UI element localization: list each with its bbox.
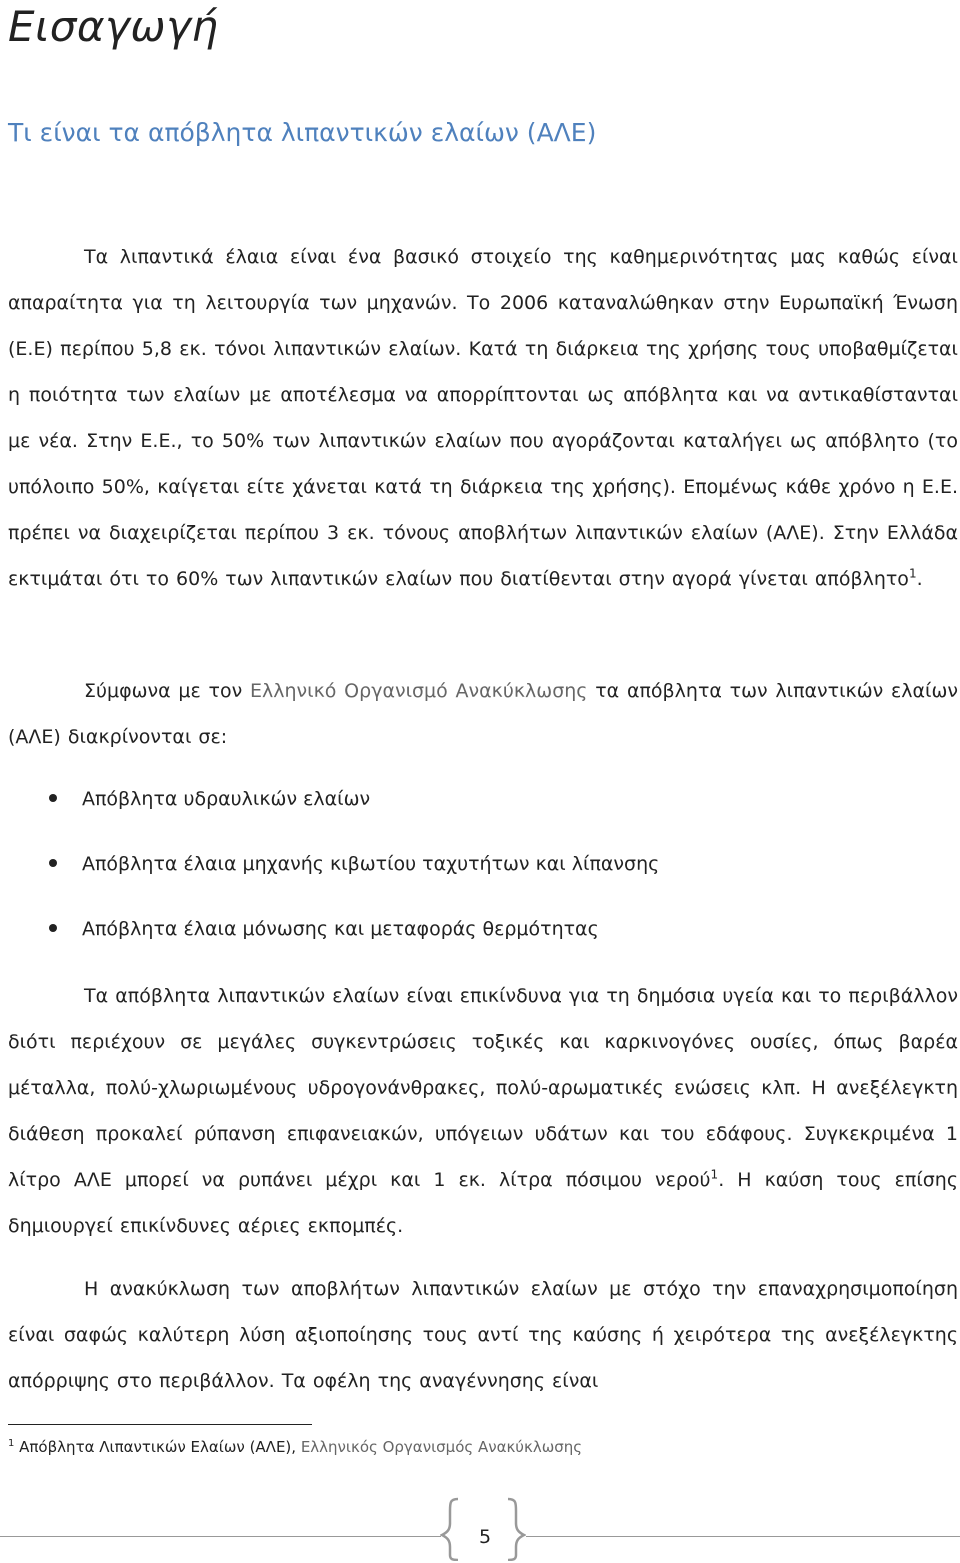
- paragraph-classification: [8, 668, 958, 760]
- footnote-ref: 1: [710, 1167, 719, 1182]
- list-item-label: Απόβλητα έλαια μηχανής κιβωτίου ταχυτήτων και λίπανσης: [82, 853, 660, 875]
- footnote: [8, 1438, 582, 1456]
- footnote-ref: 1: [908, 566, 917, 581]
- org-name: Ελληνικό Οργανισμό Ανακύκλωσης: [250, 680, 588, 702]
- bullet-icon: [49, 859, 57, 867]
- paragraph-hazards-end: . Η καύση τους επίσης δημιουργεί επικίνδυνες αέριες εκπομπές.: [8, 1169, 959, 1237]
- list-item-label: Απόβλητα έλαια μόνωσης και μεταφοράς θερμότητας: [82, 918, 599, 940]
- footnote-divider: [8, 1424, 312, 1425]
- list-item: [0, 906, 950, 971]
- list-item: [0, 776, 950, 841]
- footer-rule-right: [526, 1536, 960, 1537]
- paragraph-intro: [8, 234, 958, 602]
- paragraph-hazards-text: Τα απόβλητα λιπαντικών ελαίων είναι επικίνδυνα για τη δημόσια υγεία και το περιβάλλον διότι περιέχουν σε μεγάλες συγκεντρώσεις τοξικές και καρκινογόνες ουσίες, όπως βαρέα μέταλλα, πολύ-χλωριωμένους υδρογονάνθρακες, πολύ-αρωματικές ενώσεις κλπ. Η ανεξέλεγκτη διάθεση προκαλεί ρύπανση επιφανειακών, υπόγειων υδάτων και του εδάφους. Συγκεκριμένα 1 λίτρο ΑΛΕ μπορεί να ρυπάνει μέχρι και 1 εκ. λίτρα πόσιμου νερού: [8, 985, 958, 1191]
- paragraph-intro-end: .: [916, 568, 923, 590]
- footnote-source: Ελληνικός Οργανισμός Ανακύκλωσης: [300, 1438, 583, 1456]
- paragraph-classification-before: Σύμφωνα με τον: [84, 680, 251, 702]
- bullet-icon: [49, 794, 57, 802]
- footnote-text: Απόβλητα Λιπαντικών Ελαίων (ΑΛΕ),: [14, 1438, 301, 1456]
- bullet-icon: [49, 924, 57, 932]
- list-item-label: Απόβλητα υδραυλικών ελαίων: [82, 788, 371, 810]
- paragraph-hazards: [8, 973, 958, 1249]
- page-number: 5: [478, 1526, 492, 1548]
- right-brace-icon: [504, 1497, 526, 1561]
- oil-types-list: [0, 776, 950, 971]
- paragraph-intro-text: Τα λιπαντικά έλαια είναι ένα βασικό στοιχείο της καθημερινότητας μας καθώς είναι απαραίτητα για τη λειτουργία των μηχανών. Το 2006 καταναλώθηκαν στην Ευρωπαϊκή Ένωση (Ε.Ε) περίπου 5,8 εκ. τόνοι λιπαντικών ελαίων. Κατά τη διάρκεια της χρήσης τους υποβαθμίζεται η ποιότητα των ελαίων με αποτέλεσμα να απορρίπτονται ως απόβλητα και να αντικαθίστανται με νέα. Στην Ε.Ε., το 50% των λιπαντικών ελαίων που αγοράζονται καταλήγει ως απόβλητο (το υπόλοιπο 50%, καίγεται είτε χάνεται κατά τη διάρκεια της χρήσης). Επομένως κάθε χρόνο η Ε.Ε. πρέπει να διαχειρίζεται περίπου 3 εκ. τόνους αποβλήτων λιπαντικών ελαίων (ΑΛΕ). Στην Ελλάδα εκτιμάται ότι το 60% των λιπαντικών ελαίων που διατίθενται στην αγορά γίνεται απόβλητο: [8, 246, 958, 590]
- list-item: [0, 841, 950, 906]
- footnote-number: 1: [8, 1438, 15, 1449]
- footer-rule-left: [0, 1536, 441, 1537]
- left-brace-icon: [440, 1497, 462, 1561]
- section-subheading: Τι είναι τα απόβλητα λιπαντικών ελαίων (ΑΛΕ): [8, 118, 597, 147]
- paragraph-recycling: Η ανακύκλωση των αποβλήτων λιπαντικών ελαίων με στόχο την επαναχρησιμοποίηση είναι σαφώς καλύτερη λύση αξιοποίησης τους αντί της καύσης ή χειρότερα της ανεξέλεγκτης απόρριψης στο περιβάλλον. Τα οφέλη της αναγέννησης είναι: [8, 1278, 958, 1392]
- page-title: Εισαγωγή: [8, 2, 219, 51]
- paragraph-classification-after: τα απόβλητα των λιπαντικών ελαίων (ΑΛΕ) διακρίνονται σε:: [8, 680, 959, 748]
